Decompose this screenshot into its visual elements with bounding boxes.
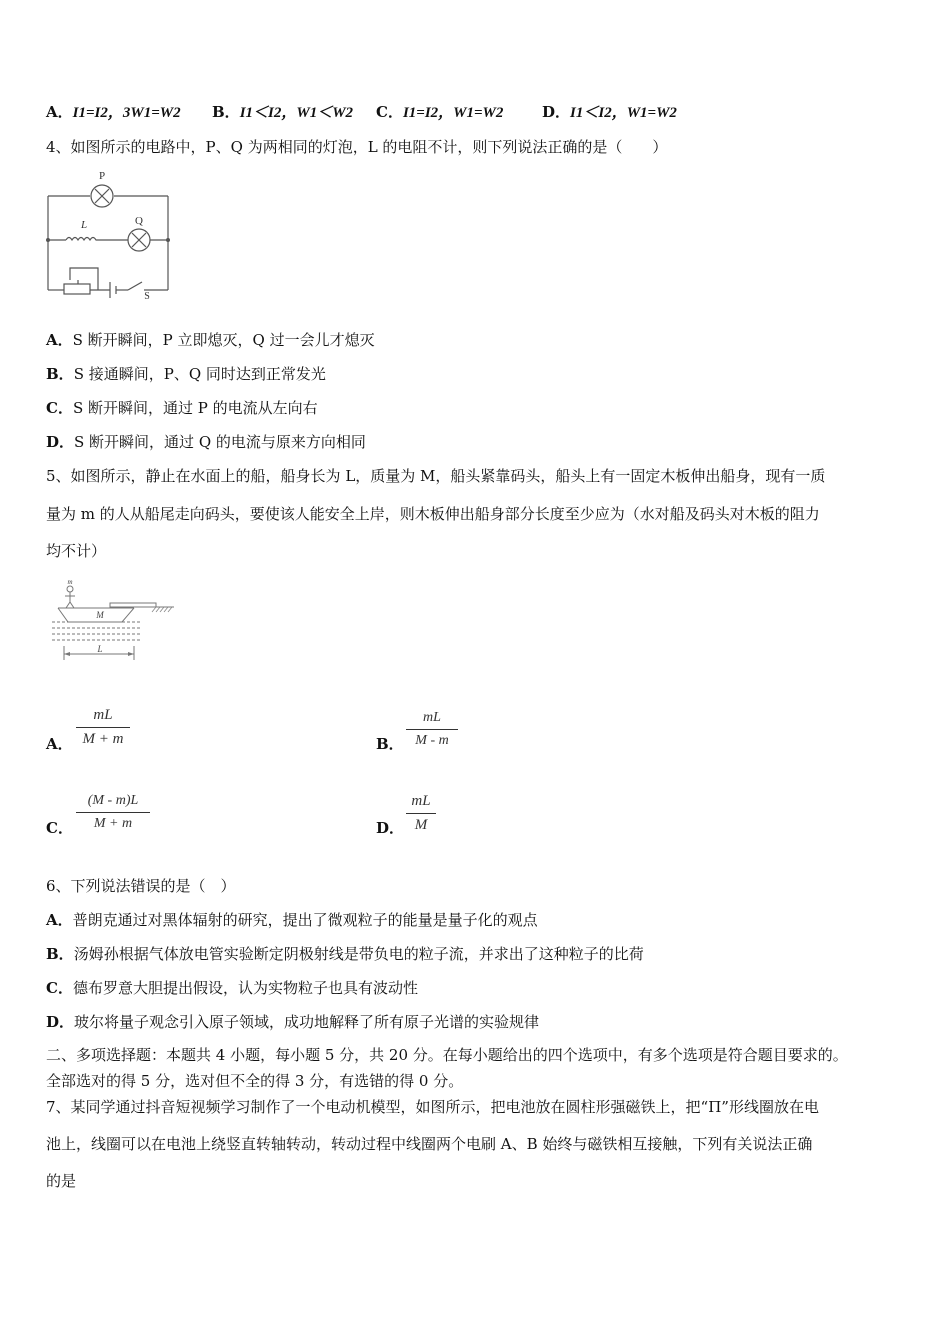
q7-stem-line1: 7、某同学通过抖音短视频学习制作了一个电动机模型，如图所示，把电池放在圆柱形强磁铁上，把“Π”形线圈放在电 xyxy=(46,1098,819,1116)
q3-options-row xyxy=(46,102,677,123)
q7-stem-line3: 的是 xyxy=(46,1172,77,1190)
q5-option-b-fraction[interactable]: mL M - m xyxy=(406,710,458,749)
q3-option-a[interactable]: A．I1=I2，3W1=W2 xyxy=(46,103,181,121)
q3-option-b[interactable]: B．I1＜I2，W1＜W2 xyxy=(212,103,354,121)
q4-stem: 4、如图所示的电路中，P、Q 为两相同的灯泡，L 的电阻不计，则下列说法正确的是（ ） xyxy=(46,138,668,156)
q5-option-c-label[interactable]: C． xyxy=(46,819,73,837)
q5-label-big-m: M xyxy=(96,610,104,620)
q4-label-p: P xyxy=(98,170,106,182)
q7-stem-line2: 池上，线圈可以在电池上绕竖直转轴转动，转动过程中线圈两个电刷 A、B 始终与磁铁相互接触，下列有关说法正确 xyxy=(46,1135,813,1153)
q5-stem-line1: 5、如图所示，静止在水面上的船，船身长为 L，质量为 M，船头紧靠码头，船头上有一固定木板伸出船身，现有一质 xyxy=(46,467,826,485)
q6-option-a[interactable]: A．普朗克通过对黑体辐射的研究，提出了微观粒子的能量是量子化的观点 xyxy=(46,911,538,929)
q6-stem: 6、下列说法错误的是（ ） xyxy=(46,877,236,895)
q5-option-d-label[interactable]: D． xyxy=(376,819,405,837)
q4-label-l: L xyxy=(80,219,88,231)
q5-label-m: m xyxy=(67,578,73,586)
q4-option-d[interactable]: D．S 断开瞬间，通过 Q 的电流与原来方向相同 xyxy=(46,433,366,451)
q4-circuit-figure xyxy=(44,168,174,300)
q4-option-a[interactable]: A．S 断开瞬间，P 立即熄灭，Q 过一会儿才熄灭 xyxy=(46,331,375,349)
q6-option-c[interactable]: C．德布罗意大胆提出假设，认为实物粒子也具有波动性 xyxy=(46,979,418,997)
q5-stem-line2: 量为 m 的人从船尾走向码头，要使该人能安全上岸，则木板伸出船身部分长度至少应为（水对船及码头对木板的阻力 xyxy=(46,505,820,523)
q4-option-c[interactable]: C．S 断开瞬间，通过 P 的电流从左向右 xyxy=(46,399,318,417)
q6-option-d[interactable]: D．玻尔将量子观念引入原子领域，成功地解释了所有原子光谱的实验规律 xyxy=(46,1013,540,1031)
section2-heading-line2: 全部选对的得 5 分，选对但不全的得 3 分，有选错的得 0 分。 xyxy=(46,1072,464,1090)
q5-option-c-fraction[interactable]: (M - m)L M + m xyxy=(76,793,150,832)
q4-label-s: S xyxy=(144,291,150,300)
q5-option-a-fraction[interactable]: mL M + m xyxy=(76,707,130,748)
q5-option-a-label[interactable]: A． xyxy=(46,735,73,753)
q5-label-l: L xyxy=(97,644,103,654)
q5-boat-figure xyxy=(50,578,178,666)
q3-option-c[interactable]: C．I1=I2，W1=W2 xyxy=(376,103,504,121)
q5-stem-line3: 均不计） xyxy=(46,542,107,560)
q6-option-b[interactable]: B．汤姆孙根据气体放电管实验断定阴极射线是带负电的粒子流，并求出了这种粒子的比荷 xyxy=(46,945,644,963)
q4-option-b[interactable]: B．S 接通瞬间，P、Q 同时达到正常发光 xyxy=(46,365,326,383)
q3-option-d[interactable]: D．I1＜I2，W1=W2 xyxy=(542,103,677,121)
section2-heading-line1: 二、多项选择题：本题共 4 小题，每小题 5 分，共 20 分。在每小题给出的四个选项中，有多个选项是符合题目要求的。 xyxy=(46,1046,848,1064)
q4-label-q: Q xyxy=(135,215,143,227)
q5-option-b-label[interactable]: B． xyxy=(376,735,404,753)
q5-option-d-fraction[interactable]: mL M xyxy=(406,793,436,834)
